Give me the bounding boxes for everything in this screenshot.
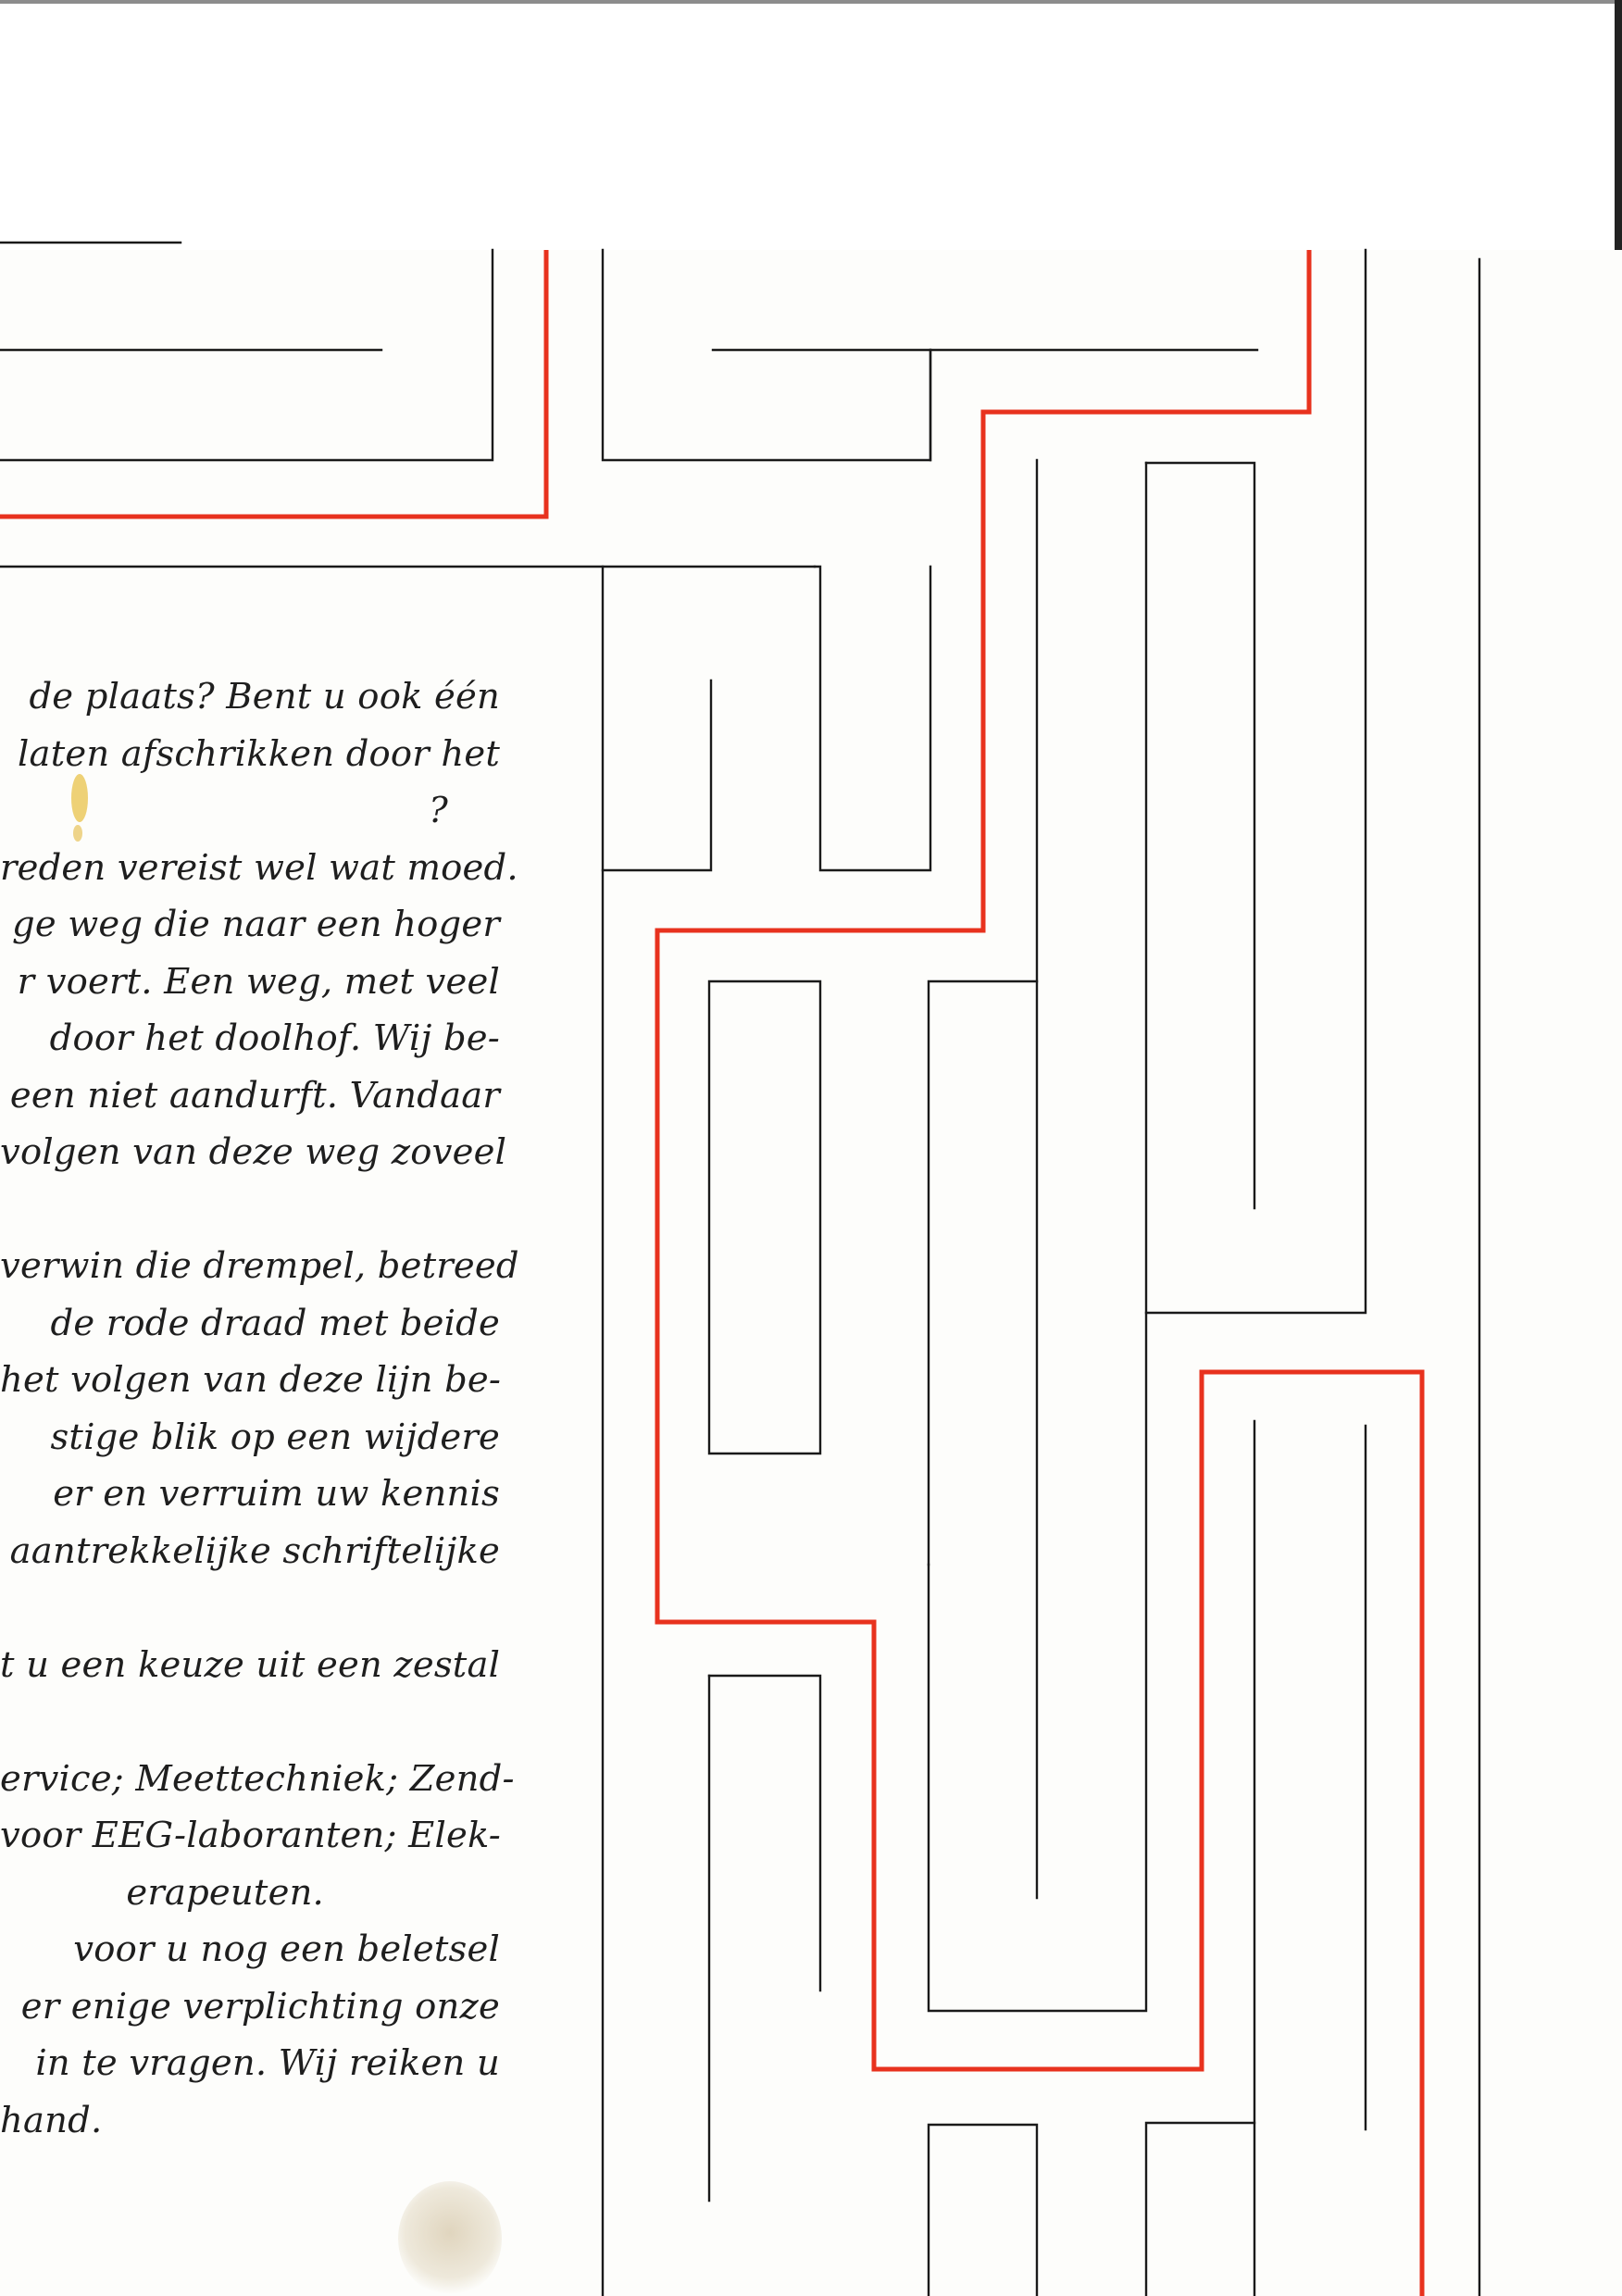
maze-wall — [1146, 463, 1254, 1208]
article-line: door het doolhof. Wij be- — [49, 1017, 500, 1059]
maze-wall — [929, 981, 1037, 1565]
article-line: de rode draad met beide — [50, 1302, 500, 1344]
article-line: volgen van deze weg zoveel — [0, 1131, 507, 1173]
article-line: hand. — [0, 2099, 103, 2141]
maze-wall — [1146, 250, 1366, 1313]
maze-wall — [603, 250, 930, 460]
article-line: r voert. Een weg, met veel — [17, 960, 500, 1003]
maze-wall — [815, 567, 930, 870]
article-line: verwin die drempel, betreed — [0, 1245, 519, 1287]
article-line: t u een keuze uit een zestal — [0, 1643, 501, 1686]
maze-wall — [0, 250, 493, 460]
maze-wall — [1146, 2123, 1254, 2296]
article-line: in te vragen. Wij reiken u — [35, 2042, 500, 2084]
article-line: aantrekkelijke schriftelijke — [9, 1529, 500, 1572]
article-line: reden vereist wel wat moed. — [0, 846, 518, 889]
article-line: ervice; Meettechniek; Zend- — [0, 1757, 515, 1800]
article-line: een niet aandurft. Vandaar — [9, 1074, 500, 1117]
maze-wall — [929, 2125, 1037, 2296]
maze-wall — [709, 1676, 820, 1990]
article-line: ge weg die naar een hoger — [11, 904, 500, 945]
article-blank-line — [0, 1181, 500, 1239]
article-line: het volgen van deze lijn be- — [0, 1359, 502, 1401]
red-thread-path — [657, 250, 1422, 2296]
foxing-spot — [398, 2181, 502, 2296]
article-blank-line — [0, 1579, 500, 1637]
article-line: er enige verplichting onze — [20, 1985, 500, 2028]
article-blank-line — [0, 1693, 500, 1751]
article-line: stige blik op een wijdere — [50, 1416, 500, 1458]
article-line: voor EEG-laboranten; Elek- — [0, 1815, 502, 1856]
maze-wall — [709, 981, 820, 1454]
article-text — [0, 668, 519, 2149]
article-line: voor u nog een beletsel — [73, 1928, 500, 1970]
article-line: laten afschrikken door het — [18, 732, 500, 775]
article-line: er en verruim uw kennis — [53, 1473, 500, 1515]
maze-wall — [603, 680, 711, 870]
article-line: erapeuten. — [126, 1871, 324, 1914]
article-line: ? — [429, 790, 448, 831]
article-line: de plaats? Bent u ook één — [29, 676, 500, 718]
red-thread-path — [0, 250, 546, 517]
